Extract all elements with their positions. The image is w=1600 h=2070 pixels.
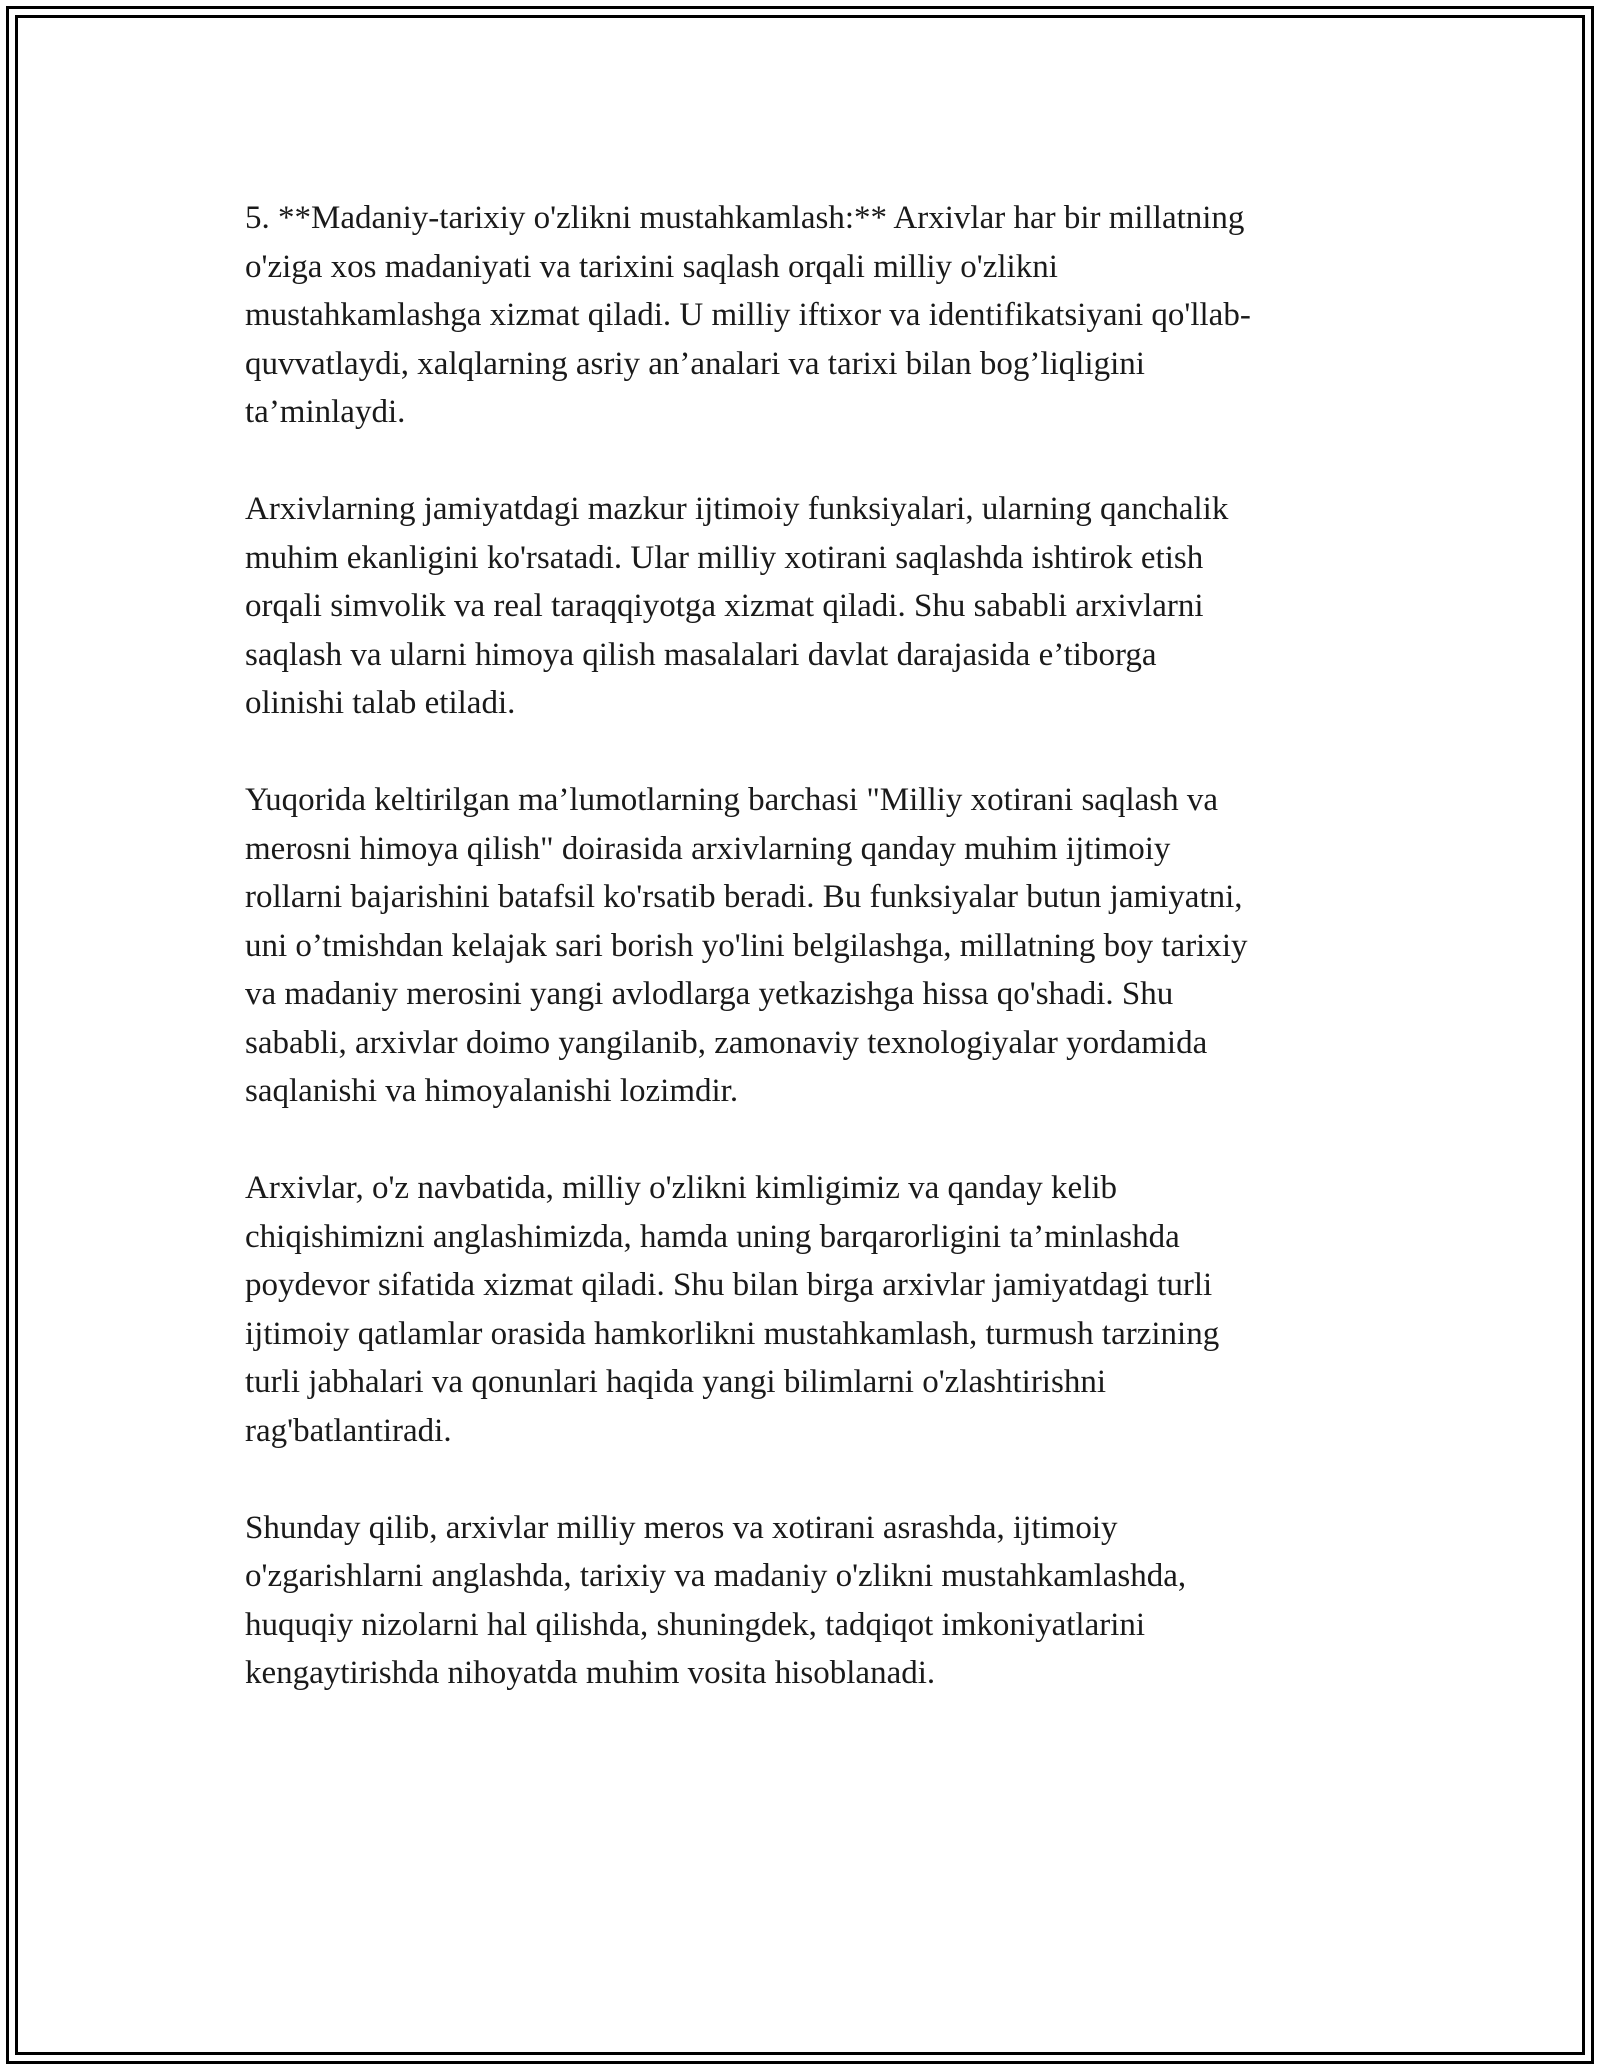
paragraph-national-memory: Yuqorida keltirilgan ma’lumotlarning barchasi "Milliy xotirani saqlash va merosni himoya qilish" doirasida arxivlarning qanday muhim ijtimoiy rollarni bajarishini batafsil ko'rsatib beradi. Bu funksiyalar butun jamiyatni, uni o’tmishdan kelajak sari borish yo'lini belgilashga, millatning boy tarixiy va madaniy merosini yangi avlodlarga yetkazishga hissa qo'shadi. Shu sababli, arxivlar doimo yangilanib, zamonaviy texnologiyalar yordamida saqlanishi va himoyalanishi lozimdir. (245, 782, 1248, 1109)
paragraph-social-functions: Arxivlarning jamiyatdagi mazkur ijtimoiy funksiyalari, ularning qanchalik muhim ekanligini ko'rsatadi. Ular milliy xotirani saqlashda ishtirok etish orqali simvolik va real taraqqiyotga xizmat qiladi. Shu sababli arxivlarni saqlash va ularni himoya qilish masalalari davlat darajasida e’tiborga olinishi talab etiladi. (245, 491, 1229, 721)
paragraph-identity-foundation: Arxivlar, o'z navbatida, milliy o'zlikni kimligimiz va qanday kelib chiqishimizni anglashimizda, hamda uning barqarorligini ta’minlashda poydevor sifatida xizmat qiladi. Shu bilan birga arxivlar jamiyatdagi turli ijtimoiy qatlamlar orasida hamkorlikni mustahkamlash, turmush tarzining turli jabhalari va qonunlari haqida yangi bilimlarni o'zlashtirishni rag'batlantiradi. (245, 1170, 1220, 1449)
document-body (245, 194, 1375, 1698)
paragraph-cultural-identity: 5. **Madaniy-tarixiy o'zlikni mustahkamlash:** Arxivlar har bir millatning o'ziga xos madaniyati va tarixini saqlash orqali milliy o'zlikni mustahkamlashga xizmat qiladi. U milliy iftixor va identifikatsiyani qo'llab- quvvatlaydi, xalqlarning asriy an’analari va tarixi bilan bog’liqligini ta’minlaydi. (245, 200, 1251, 430)
paragraph-conclusion: Shunday qilib, arxivlar milliy meros va xotirani asrashda, ijtimoiy o'zgarishlarni anglashda, tarixiy va madaniy o'zlikni mustahkamlashda, huquqiy nizolarni hal qilishda, shuningdek, tadqiqot imkoniyatlarini kengaytirishda nihoyatda muhim vosita hisoblanadi. (245, 1509, 1187, 1691)
page-frame (6, 6, 1594, 2064)
